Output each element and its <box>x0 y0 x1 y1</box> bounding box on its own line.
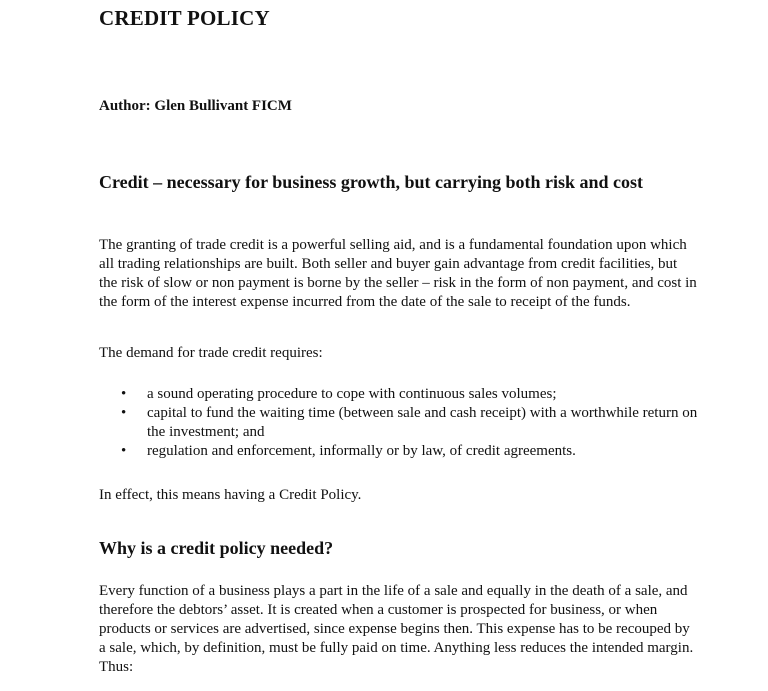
list-item-text: a sound operating procedure to cope with continuous sales volumes; <box>147 386 557 402</box>
list-item <box>99 404 719 442</box>
bullet-icon: • <box>121 443 127 459</box>
document-title: CREDIT POLICY <box>99 6 270 30</box>
author-line: Author: Glen Bullivant FICM <box>99 98 292 114</box>
bullet-icon: • <box>121 405 127 421</box>
list-item-text: regulation and enforcement, informally or by law, of credit agreements. <box>147 443 576 459</box>
requirements-list <box>99 385 719 461</box>
section-heading-credit: Credit – necessary for business growth, but carrying both risk and cost <box>99 172 644 192</box>
paragraph-in-effect: In effect, this means having a Credit Policy. <box>99 487 362 503</box>
list-item <box>99 385 719 404</box>
paragraph-demand: The demand for trade credit requires: <box>99 345 323 361</box>
paragraph-every-function: Every function of a business plays a part in the life of a sale and equally in the death of a sale, and therefore the debtors’ asset. It is created when a customer is prospected for business, or when products or services are advertised, since expense begins then. This expense has to be recouped by a sale, which, by definition, must be fully paid on time. Anything less reduces the intended margin. Thus: <box>99 583 694 675</box>
paragraph-trade-credit: The granting of trade credit is a powerful selling aid, and is a fundamental foundation upon which all trading relationships are built. Both seller and buyer gain advantage from credit facilities, but the risk of slow or non payment is borne by the seller – risk in the form of non payment, and cost in the form of the interest expense incurred from the date of the sale to receipt of the funds. <box>99 237 697 310</box>
bullet-icon: • <box>121 386 127 402</box>
list-item <box>99 442 719 461</box>
list-item-text: capital to fund the waiting time (between sale and cash receipt) with a worthwhile return on the investment; and <box>147 405 698 440</box>
section-heading-why: Why is a credit policy needed? <box>99 538 334 558</box>
